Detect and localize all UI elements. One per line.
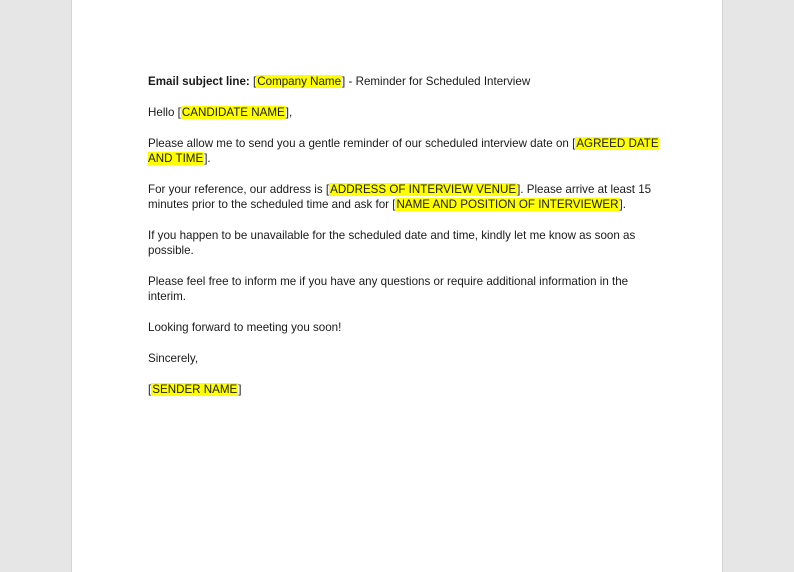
address-mid: . Please arrive at least 15 minutes prior to the scheduled time and ask for — [148, 183, 652, 211]
candidate-name-placeholder: CANDIDATE NAME — [181, 106, 285, 119]
email-template — [148, 74, 668, 397]
address-end: . — [622, 198, 626, 211]
company-name-placeholder: Company Name — [257, 75, 342, 88]
subject-line: Email subject line: [Company Name] - Reminder for Scheduled Interview — [148, 75, 531, 88]
signoff: Sincerely, — [148, 352, 199, 365]
reminder-text: Please allow me to send you a gentle reminder of our scheduled interview date on — [148, 137, 573, 150]
reminder-paragraph: Please allow me to send you a gentle reminder of our scheduled interview date on [AGREED DATE AND TIME]. — [148, 137, 659, 165]
interviewer-placeholder: NAME AND POSITION OF INTERVIEWER — [396, 198, 619, 211]
subject-label: Email subject line: — [148, 75, 250, 88]
subject-rest: - Reminder for Scheduled Interview — [345, 75, 531, 88]
greeting-prefix: Hello — [148, 106, 178, 119]
address-paragraph: For your reference, our address is [ADDRESS OF INTERVIEW VENUE]. Please arrive at least 15 minutes prior to the scheduled time and ask for [NAME AND POSITION OF INTERVIEWER]. — [148, 183, 652, 211]
closing-paragraph: Looking forward to meeting you soon! — [148, 321, 342, 334]
sender-name-placeholder: SENDER NAME — [152, 383, 238, 396]
greeting: Hello [CANDIDATE NAME], — [148, 106, 293, 119]
address-text: For your reference, our address is — [148, 183, 326, 196]
questions-paragraph: Please feel free to inform me if you have any questions or require additional information in the interim. — [148, 275, 629, 303]
address-placeholder: ADDRESS OF INTERVIEW VENUE — [330, 183, 517, 196]
unavailable-paragraph: If you happen to be unavailable for the scheduled date and time, kindly let me know as soon as possible. — [148, 229, 636, 257]
sender-line: [SENDER NAME] — [148, 383, 242, 396]
greeting-suffix: , — [288, 106, 293, 119]
date-placeholder: AGREED DATE AND TIME — [148, 137, 659, 165]
reminder-end: . — [207, 152, 211, 165]
document-page — [71, 0, 723, 572]
